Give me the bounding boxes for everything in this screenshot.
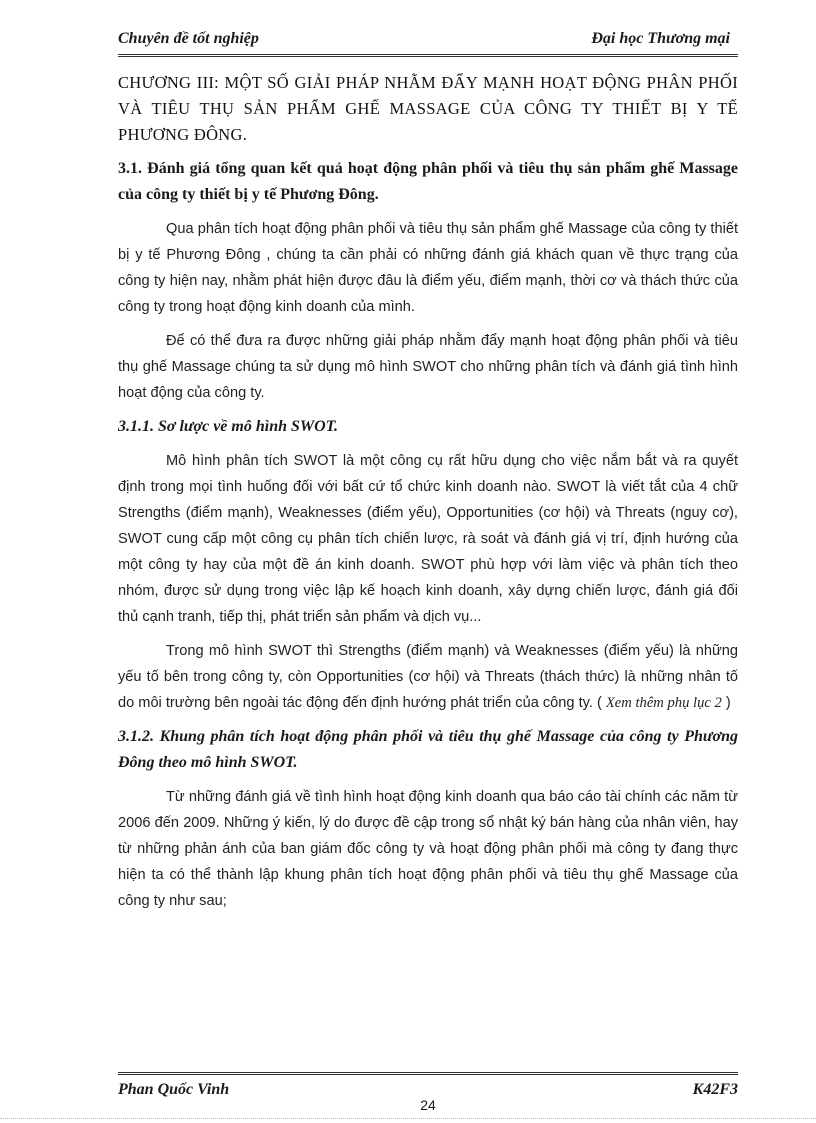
- paragraph: Từ những đánh giá về tình hình hoạt động kinh doanh qua báo cáo tài chính các năm từ 2006 đến 2009. Những ý kiến, lý do được đề cập trong sổ nhật ký bán hàng của nhân viên, hay từ những phản ánh của ban giám đốc công ty và hoạt động phân phối mà công ty đang thực hiện ta có thể thành lập khung phân tích hoạt động phân phối và tiêu thụ ghế Massage của công ty như sau;: [118, 789, 738, 909]
- page-edge-divider: [0, 1118, 816, 1119]
- page-footer: [118, 1072, 738, 1113]
- paragraph: Qua phân tích hoạt động phân phối và tiêu thụ sản phẩm ghế Massage của công ty thiết bị y tế Phương Đông , chúng ta cần phải có những đánh giá khách quan về thực trạng của công ty hiện nay, nhằm phát hiện được đâu là điểm yếu, điểm mạnh, thời cơ và thách thức của công ty trong hoạt động kinh doanh của mình.: [118, 221, 738, 315]
- paragraph-close: ): [725, 695, 731, 711]
- paragraph-text: Trong mô hình SWOT thì Strengths (điểm mạnh) và Weaknesses (điểm yếu) là những yếu tố bên trong công ty, còn Opportunities (cơ hội) và Threats (thách thức) là những nhân tố do môi trường bên ngoài tác động đến định hướng phát triển của công ty. (: [118, 643, 738, 711]
- page-number: 24: [420, 1097, 436, 1113]
- paragraph-with-reference: [118, 638, 738, 716]
- paragraph: Để có thể đưa ra được những giải pháp nhằm đẩy mạnh hoạt động phân phối và tiêu thụ ghế Massage chúng ta sử dụng mô hình SWOT cho những phân tích và đánh giá tình hình hoạt động của công ty.: [118, 333, 738, 401]
- appendix-reference: Xem thêm phụ lục 2: [605, 695, 722, 711]
- page-content: [118, 70, 738, 922]
- footer-class-code: K42F3: [692, 1081, 738, 1098]
- header-right-text: Đại học Thương mại: [591, 30, 730, 47]
- section-heading-3-1-1: 3.1.1. Sơ lược về mô hình SWOT.: [118, 418, 338, 435]
- page-header: [118, 28, 738, 57]
- paragraph: Mô hình phân tích SWOT là một công cụ rất hữu dụng cho việc nắm bắt và ra quyết định trong mọi tình huống đối với bất cứ tổ chức kinh doanh nào. SWOT là viết tắt của 4 chữ Strengths (điểm mạnh), Weaknesses (điểm yếu), Opportunities (cơ hội) và Threats (nguy cơ), SWOT cung cấp một công cụ phân tích chiến lược, rà soát và đánh giá vị trí, định hướng của một công ty hay của một đề án kinh doanh. SWOT phù hợp với làm việc và phân tích theo nhóm, được sử dụng trong việc lập kế hoạch kinh doanh, xây dựng chiến lược, đánh giá đối thủ cạnh tranh, tiếp thị, phát triển sản phẩm và dịch vụ...: [118, 453, 738, 625]
- header-left-text: Chuyên đề tốt nghiệp: [118, 30, 259, 47]
- section-heading-3-1-2: 3.1.2. Khung phân tích hoạt động phân phối và tiêu thụ ghế Massage của công ty Phương Đông theo mô hình SWOT.: [118, 728, 738, 771]
- chapter-title: CHƯƠNG III: MỘT SỐ GIẢI PHÁP NHẰM ĐẨY MẠNH HOẠT ĐỘNG PHÂN PHỐI VÀ TIÊU THỤ SẢN PHẨM GHẾ MASSAGE CỦA CÔNG TY THIẾT BỊ Y TẾ PHƯƠNG ĐÔNG.: [118, 73, 738, 144]
- footer-author: Phan Quốc Vinh: [118, 1081, 230, 1098]
- section-heading-3-1: 3.1. Đánh giá tổng quan kết quả hoạt động phân phối và tiêu thụ sản phẩm ghế Massage của công ty thiết bị y tế Phương Đông.: [118, 160, 738, 203]
